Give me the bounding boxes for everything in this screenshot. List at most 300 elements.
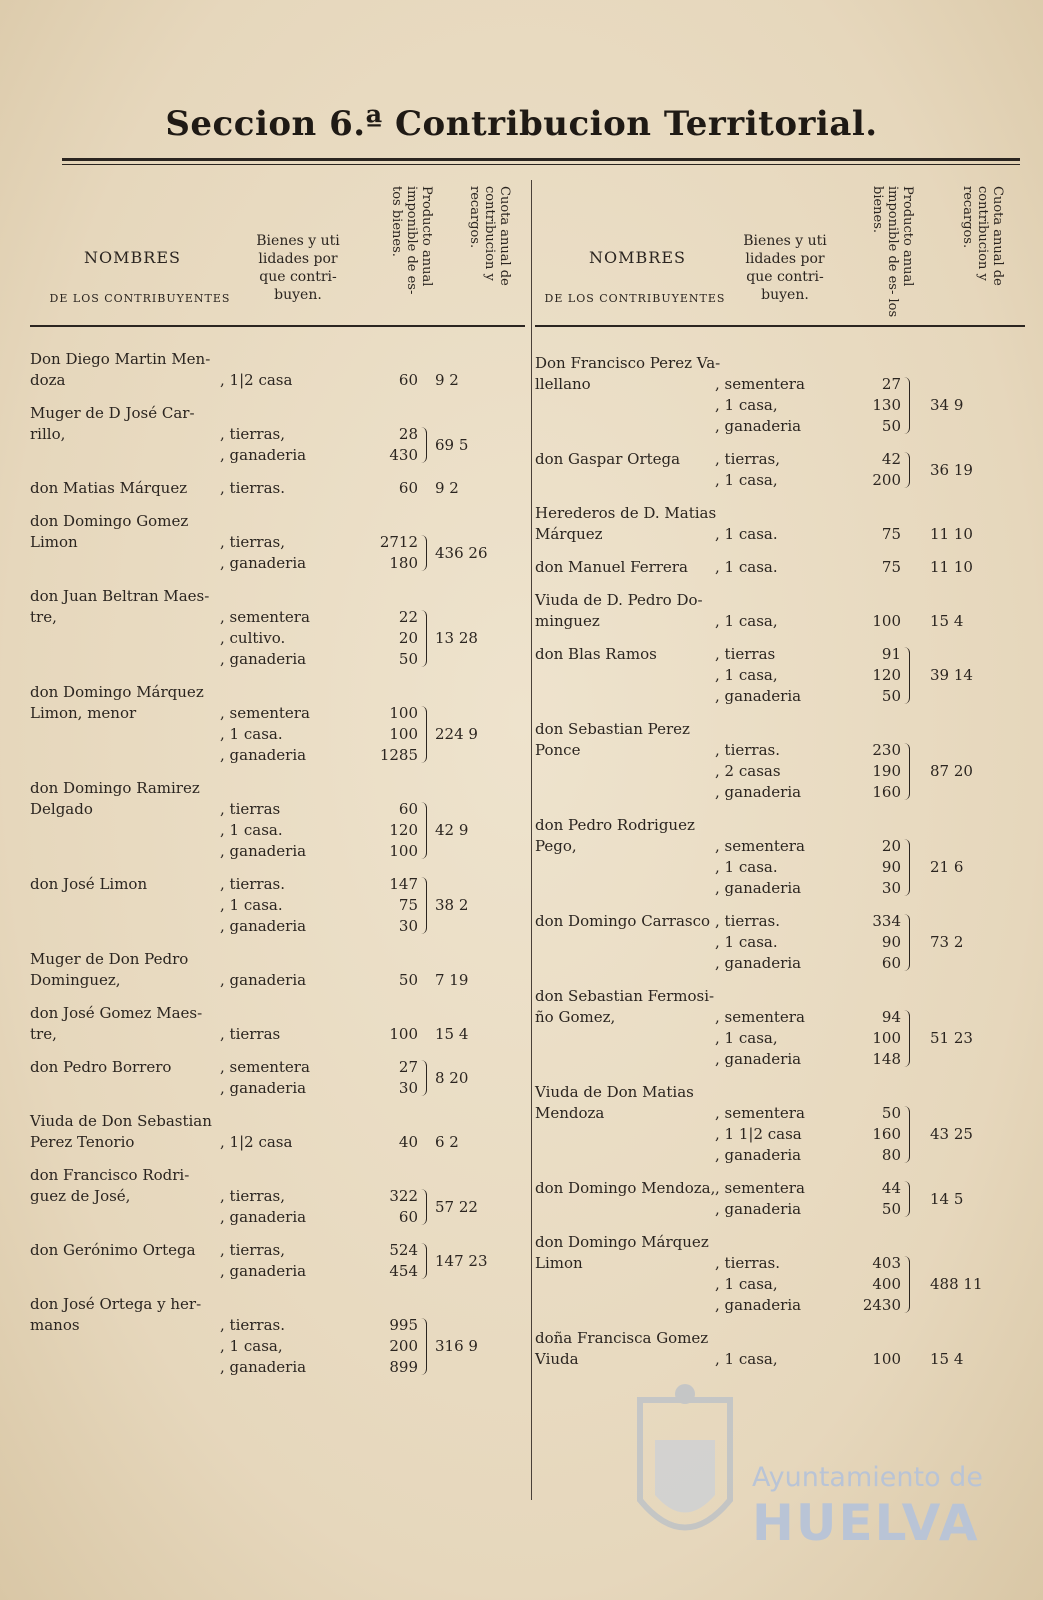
producto-value: 75 <box>881 525 901 543</box>
contribuyente-name: don Pedro Borrero <box>30 1058 172 1076</box>
bienes-list <box>715 449 780 491</box>
bienes-list <box>715 911 801 974</box>
producto-value: 100 <box>872 1029 901 1047</box>
producto-value: 2430 <box>862 1296 901 1314</box>
producto-value: 50 <box>881 687 901 705</box>
cuota-value: 224 9 <box>435 725 478 743</box>
table-row <box>535 557 1025 590</box>
bien-item: , 1 casa, <box>715 612 778 630</box>
bien-item: , ganaderia <box>220 650 307 668</box>
producto-values <box>370 703 418 766</box>
producto-value: 100 <box>872 612 901 630</box>
bien-item: , tierras <box>220 800 281 818</box>
producto-value: 147 <box>389 875 418 893</box>
bien-item: , 1 casa. <box>220 896 283 914</box>
bien-item: , 1 casa, <box>220 1337 283 1355</box>
bien-item: , 1 casa, <box>715 396 778 414</box>
producto-values <box>853 557 901 578</box>
producto-value: 30 <box>398 1079 418 1097</box>
bien-item: , 1 casa. <box>715 858 778 876</box>
bien-item: , ganaderia <box>220 1208 307 1226</box>
bienes-list <box>715 1253 801 1316</box>
bien-item: , 1 casa, <box>715 666 778 684</box>
bienes-list <box>715 836 805 899</box>
cuota-value: 147 23 <box>435 1251 488 1270</box>
table-row <box>535 644 1025 719</box>
producto-value: 91 <box>881 645 901 663</box>
producto-value: 334 <box>872 912 901 930</box>
contribuyente-name: don Juan Beltran Maes- tre, <box>30 587 210 626</box>
producto-value: 60 <box>398 479 418 497</box>
cuota-value: 436 26 <box>435 543 488 562</box>
left-table-header <box>30 180 525 327</box>
brace-mark <box>903 1256 910 1313</box>
cuota-value: 488 11 <box>930 1275 983 1293</box>
producto-values <box>853 524 901 545</box>
bien-item: , 1 casa. <box>715 558 778 576</box>
table-row <box>535 503 1025 557</box>
cuota-value: 15 4 <box>930 1350 964 1368</box>
bien-item: , ganaderia <box>220 1262 307 1280</box>
bienes-list <box>715 1103 805 1166</box>
table-row <box>535 1178 1025 1232</box>
cuota-value: 15 4 <box>930 612 964 630</box>
table-row <box>30 1057 525 1111</box>
bien-item: , 1 casa, <box>715 1275 778 1293</box>
contribuyente-name: don Manuel Ferrera <box>535 558 688 576</box>
brace-mark <box>420 427 427 463</box>
bien-item: , ganaderia <box>220 1358 307 1376</box>
producto-values <box>370 424 418 466</box>
bien-item: , tierras. <box>715 741 780 759</box>
bien-item: , sementera <box>220 1058 310 1076</box>
header-producto: Producto anual imponible de es- tos bienes. <box>389 186 434 295</box>
contribuyente-name: don Gaspar Ortega <box>535 450 681 468</box>
brace-mark <box>903 1106 910 1163</box>
producto-value: 200 <box>872 471 901 489</box>
title-rule-thin <box>62 164 1020 165</box>
producto-value: 100 <box>872 1350 901 1368</box>
table-row <box>30 478 525 511</box>
producto-value: 403 <box>872 1254 901 1272</box>
producto-value: 27 <box>881 375 901 393</box>
stamp-line1: Ayuntamiento de <box>752 1462 983 1493</box>
cuota-value: 9 2 <box>435 371 459 389</box>
bien-item: , tierras, <box>220 425 285 443</box>
cuota-value: 13 28 <box>435 629 478 647</box>
bien-item: , tierras. <box>220 1316 285 1334</box>
bienes-list <box>715 740 801 803</box>
bienes-list <box>220 607 310 670</box>
table-row <box>30 1165 525 1240</box>
cuota-value: 73 2 <box>930 933 964 951</box>
producto-value: 60 <box>881 954 901 972</box>
header-bienes: Bienes y uti lidades por que contri- buyen. <box>256 233 340 303</box>
bienes-list <box>220 703 310 766</box>
bienes-list <box>715 374 805 437</box>
producto-values <box>853 740 901 803</box>
bienes-list <box>220 1024 280 1045</box>
contribuyente-name: don Domingo Gomez Limon <box>30 512 189 551</box>
bienes-list <box>715 1178 805 1220</box>
bien-item: , 1|2 casa <box>220 1133 293 1151</box>
brace-mark <box>420 1189 427 1225</box>
brace-mark <box>903 1010 910 1067</box>
bien-item: , ganaderia <box>220 971 307 989</box>
producto-values <box>370 1186 418 1228</box>
producto-value: 120 <box>389 821 418 839</box>
bienes-list <box>715 644 801 707</box>
bien-item: , ganaderia <box>220 842 307 860</box>
bien-item: , cultivo. <box>220 629 286 647</box>
bien-item: , tierras <box>715 645 776 663</box>
cuota-value: 34 9 <box>930 396 964 414</box>
bienes-list <box>715 1007 805 1070</box>
bien-item: , 1|2 casa <box>220 371 293 389</box>
bien-item: , tierras, <box>220 533 285 551</box>
producto-value: 50 <box>881 1200 901 1218</box>
table-row <box>535 590 1025 644</box>
producto-values <box>370 1240 418 1282</box>
producto-value: 2712 <box>379 533 418 551</box>
bienes-list <box>220 1132 292 1153</box>
table-row <box>535 911 1025 986</box>
contribuyente-name: doña Francisca Gomez Viuda <box>535 1329 709 1368</box>
producto-values <box>853 1007 901 1070</box>
cuota-value: 14 5 <box>930 1189 964 1208</box>
table-row <box>535 1328 1025 1382</box>
cuota-value: 42 9 <box>435 821 469 839</box>
producto-value: 230 <box>872 741 901 759</box>
bien-item: , ganaderia <box>715 1146 802 1164</box>
cuota-value: 21 6 <box>930 858 964 876</box>
producto-value: 454 <box>389 1262 418 1280</box>
table-row <box>30 586 525 682</box>
producto-value: 30 <box>881 879 901 897</box>
contribuyente-name: don José Gomez Maes- tre, <box>30 1004 203 1043</box>
cuota-value: 9 2 <box>435 479 459 497</box>
producto-value: 22 <box>398 608 418 626</box>
producto-value: 60 <box>398 1208 418 1226</box>
producto-value: 524 <box>389 1241 418 1259</box>
brace-mark <box>903 743 910 800</box>
producto-values <box>853 1178 901 1220</box>
producto-values <box>370 607 418 670</box>
bienes-list <box>715 557 778 578</box>
brace-mark <box>903 377 910 434</box>
bien-item: , sementera <box>715 1179 805 1197</box>
producto-value: 100 <box>389 725 418 743</box>
header-cuota-right: Cuota anual de contribucion y recargos. <box>960 186 1005 286</box>
producto-value: 50 <box>398 650 418 668</box>
producto-value: 130 <box>872 396 901 414</box>
contribuyente-name: don Domingo Ramirez Delgado <box>30 779 200 818</box>
producto-value: 180 <box>389 554 418 572</box>
bien-item: , ganaderia <box>715 1050 802 1068</box>
cuota-value: 39 14 <box>930 666 973 684</box>
producto-values <box>370 799 418 862</box>
bien-item: , 1 casa. <box>220 725 283 743</box>
producto-values <box>853 449 901 491</box>
header-bienes-right: Bienes y uti lidades por que contri- buyen. <box>743 233 827 303</box>
brace-mark <box>420 535 427 571</box>
producto-values <box>853 611 901 632</box>
cuota-value: 36 19 <box>930 460 973 479</box>
table-row <box>535 1232 1025 1328</box>
brace-mark <box>420 610 427 667</box>
bien-item: , tierras, <box>220 1241 285 1259</box>
producto-values <box>853 911 901 974</box>
producto-value: 75 <box>881 558 901 576</box>
producto-value: 120 <box>872 666 901 684</box>
contribuyente-name: Don Diego Martin Men- doza <box>30 350 211 389</box>
contribuyente-name: don Francisco Rodri- guez de José, <box>30 1166 190 1205</box>
producto-value: 60 <box>398 800 418 818</box>
table-row <box>30 1003 525 1057</box>
left-table <box>30 180 525 1376</box>
table-row <box>30 949 525 1003</box>
cuota-value: 8 20 <box>435 1068 469 1087</box>
contribuyente-name: don José Limon <box>30 875 148 893</box>
table-row <box>535 986 1025 1082</box>
contribuyente-name: don Sebastian Fermosi- ño Gomez, <box>535 987 715 1026</box>
cuota-value: 11 10 <box>930 525 973 543</box>
producto-values <box>370 1132 418 1153</box>
title-rule <box>62 158 1020 161</box>
producto-values <box>853 644 901 707</box>
bien-item: , sementera <box>220 608 310 626</box>
producto-value: 20 <box>881 837 901 855</box>
producto-value: 50 <box>881 1104 901 1122</box>
cuota-value: 38 2 <box>435 896 469 914</box>
producto-value: 75 <box>398 896 418 914</box>
contribuyente-name: Don Francisco Perez Va- llellano <box>535 354 721 393</box>
bien-item: , ganaderia <box>220 446 307 464</box>
brace-mark <box>903 647 910 704</box>
bien-item: , 1 casa. <box>715 525 778 543</box>
bienes-list <box>220 799 306 862</box>
bienes-list <box>220 970 306 991</box>
producto-value: 50 <box>881 417 901 435</box>
table-row <box>30 778 525 874</box>
bien-item: , ganaderia <box>715 417 802 435</box>
brace-mark <box>903 452 910 488</box>
bienes-list <box>220 1315 306 1378</box>
producto-value: 200 <box>389 1337 418 1355</box>
table-row <box>30 1240 525 1294</box>
producto-value: 80 <box>881 1146 901 1164</box>
producto-values <box>370 478 418 499</box>
bien-item: , ganaderia <box>220 554 307 572</box>
header-nombres: NOMBRES <box>84 248 181 267</box>
brace-mark <box>903 1181 910 1217</box>
header-contribuyentes-right: DE LOS CONTRIBUYENTES <box>544 292 726 305</box>
bien-item: , sementera <box>715 375 805 393</box>
bienes-list <box>220 532 306 574</box>
bien-item: , ganaderia <box>220 1079 307 1097</box>
right-table <box>535 180 1025 1368</box>
producto-value: 60 <box>398 371 418 389</box>
brace-mark <box>420 1318 427 1375</box>
producto-value: 50 <box>398 971 418 989</box>
bien-item: , sementera <box>220 704 310 722</box>
column-divider <box>531 180 532 1500</box>
bien-item: , sementera <box>715 837 805 855</box>
contribuyente-name: Muger de D José Car- rillo, <box>30 404 195 443</box>
producto-values <box>853 836 901 899</box>
cuota-value: 87 20 <box>930 762 973 780</box>
bien-item: , ganaderia <box>715 1296 802 1314</box>
producto-values <box>370 1057 418 1099</box>
table-row <box>30 682 525 778</box>
table-row <box>30 511 525 586</box>
bien-item: , 1 casa. <box>715 933 778 951</box>
bienes-list <box>715 1349 778 1370</box>
cuota-value: 51 23 <box>930 1029 973 1047</box>
cuota-value: 43 25 <box>930 1125 973 1143</box>
cuota-value: 15 4 <box>435 1025 469 1043</box>
producto-value: 100 <box>389 1025 418 1043</box>
cuota-value: 7 19 <box>435 971 469 989</box>
brace-mark <box>903 839 910 896</box>
cuota-value: 57 22 <box>435 1197 478 1216</box>
page-title: Seccion 6.ª Contribucion Territorial. <box>165 104 878 144</box>
bien-item: , 1 casa, <box>715 1350 778 1368</box>
bien-item: , ganaderia <box>715 783 802 801</box>
contribuyente-name: don Pedro Rodriguez Pego, <box>535 816 695 855</box>
producto-value: 430 <box>389 446 418 464</box>
producto-values <box>370 874 418 937</box>
bien-item: , 1 casa, <box>715 1029 778 1047</box>
brace-mark <box>420 1060 427 1096</box>
bienes-list <box>715 524 778 545</box>
table-row <box>30 1294 525 1390</box>
producto-value: 40 <box>398 1133 418 1151</box>
producto-value: 44 <box>881 1179 901 1197</box>
bien-item: , tierras. <box>220 479 285 497</box>
cuota-value: 69 5 <box>435 435 469 454</box>
producto-values <box>853 1253 901 1316</box>
producto-value: 899 <box>389 1358 418 1376</box>
bienes-list <box>220 478 285 499</box>
bienes-list <box>220 1057 310 1099</box>
contribuyente-name: don Sebastian Perez Ponce <box>535 720 690 759</box>
bien-item: , tierras. <box>220 875 285 893</box>
producto-value: 148 <box>872 1050 901 1068</box>
contribuyente-name: don Gerónimo Ortega <box>30 1241 196 1259</box>
cuota-value: 6 2 <box>435 1133 459 1151</box>
brace-mark <box>420 1243 427 1279</box>
bien-item: , ganaderia <box>220 917 307 935</box>
bienes-list <box>220 1186 306 1228</box>
contribuyente-name: don Domingo Márquez Limon <box>535 1233 709 1272</box>
producto-value: 90 <box>881 858 901 876</box>
producto-value: 94 <box>881 1008 901 1026</box>
producto-values <box>370 370 418 391</box>
bien-item: , ganaderia <box>715 879 802 897</box>
producto-values <box>370 970 418 991</box>
brace-mark <box>420 706 427 763</box>
producto-value: 995 <box>389 1316 418 1334</box>
table-row <box>535 1082 1025 1178</box>
table-row <box>30 403 525 478</box>
bienes-list <box>220 370 292 391</box>
header-nombres-right: NOMBRES <box>589 248 686 267</box>
producto-value: 30 <box>398 917 418 935</box>
brace-mark <box>420 877 427 934</box>
bienes-list <box>715 611 778 632</box>
producto-values <box>370 1315 418 1378</box>
bien-item: , 1 1|2 casa <box>715 1125 802 1143</box>
contribuyente-name: Herederos de D. Matias Márquez <box>535 504 717 543</box>
bienes-list <box>220 424 306 466</box>
bien-item: , tierras, <box>715 450 780 468</box>
producto-value: 20 <box>398 629 418 647</box>
producto-value: 28 <box>398 425 418 443</box>
producto-value: 27 <box>398 1058 418 1076</box>
producto-value: 90 <box>881 933 901 951</box>
bien-item: , 1 casa. <box>220 821 283 839</box>
table-row <box>535 815 1025 911</box>
contribuyente-name: Viuda de D. Pedro Do- minguez <box>535 591 703 630</box>
bien-item: , 2 casas <box>715 762 781 780</box>
bienes-list <box>220 1240 306 1282</box>
bien-item: , ganaderia <box>715 687 802 705</box>
bien-item: , tierras. <box>715 912 780 930</box>
bien-item: , tierras. <box>715 1254 780 1272</box>
table-row <box>30 349 525 403</box>
contribuyente-name: don Blas Ramos <box>535 645 657 663</box>
producto-values <box>370 1024 418 1045</box>
header-cuota: Cuota anual de contribucion y recargos. <box>467 186 512 286</box>
table-row <box>30 1111 525 1165</box>
producto-values <box>853 1349 901 1370</box>
bien-item: , ganaderia <box>715 1200 802 1218</box>
contribuyente-name: don Domingo Mendoza, <box>535 1179 716 1197</box>
bien-item: , 1 casa, <box>715 471 778 489</box>
header-producto-right: Producto anual imponible de es- los bienes. <box>870 186 915 318</box>
table-row <box>535 449 1025 503</box>
contribuyente-name: Muger de Don Pedro Dominguez, <box>30 950 189 989</box>
producto-values <box>853 1103 901 1166</box>
brace-mark <box>420 802 427 859</box>
producto-value: 190 <box>872 762 901 780</box>
header-contribuyentes: DE LOS CONTRIBUYENTES <box>49 292 231 305</box>
bien-item: , sementera <box>715 1104 805 1122</box>
producto-value: 160 <box>872 783 901 801</box>
cuota-value: 11 10 <box>930 558 973 576</box>
bien-item: , tierras, <box>220 1187 285 1205</box>
contribuyente-name: don Domingo Carrasco <box>535 912 711 930</box>
producto-value: 400 <box>872 1275 901 1293</box>
brace-mark <box>903 914 910 971</box>
contribuyente-name: don Matias Márquez <box>30 479 188 497</box>
producto-value: 42 <box>881 450 901 468</box>
producto-value: 1285 <box>379 746 418 764</box>
contribuyente-name: Viuda de Don Matias Mendoza <box>535 1083 694 1122</box>
producto-values <box>370 532 418 574</box>
cuota-value: 316 9 <box>435 1337 478 1355</box>
table-row <box>535 353 1025 449</box>
bien-item: , ganaderia <box>220 746 307 764</box>
producto-value: 100 <box>389 842 418 860</box>
bienes-list <box>220 874 306 937</box>
contribuyente-name: Viuda de Don Sebastian Perez Tenorio <box>30 1112 212 1151</box>
bien-item: , sementera <box>715 1008 805 1026</box>
right-table-header <box>535 180 1025 327</box>
stamp-line2: HUELVA <box>752 1494 980 1552</box>
producto-value: 100 <box>389 704 418 722</box>
